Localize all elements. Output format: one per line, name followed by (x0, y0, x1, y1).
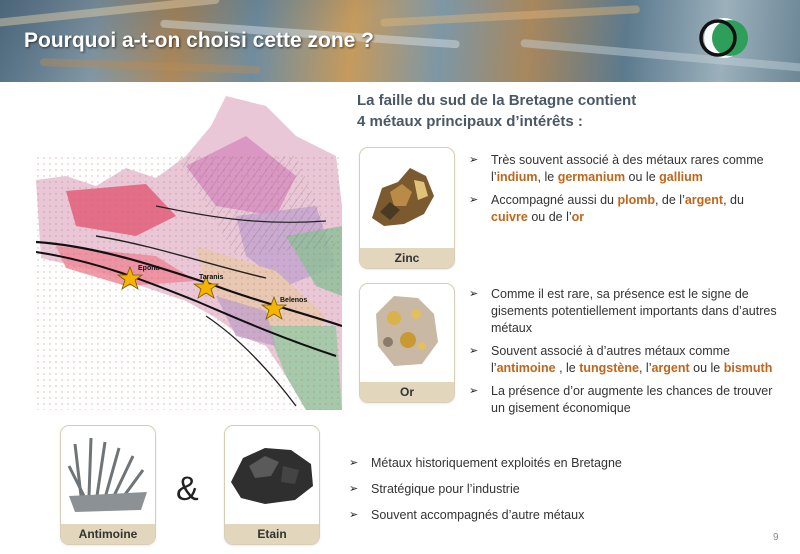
arrow-bullet-icon: ➢ (349, 457, 359, 469)
mineral-card-zinc (359, 147, 455, 269)
list-item: ➢ Métaux historiquement exploités en Bretagne (349, 456, 622, 470)
tin-mineral-image (225, 426, 319, 524)
arrow-bullet-icon: ➢ (469, 288, 479, 300)
section-heading (357, 90, 636, 132)
card-label-or: Or (360, 382, 454, 402)
list-item: ➢ La présence d’or augmente les chances de trouver un gisement économique (469, 384, 773, 415)
or-bullet-list (467, 286, 785, 423)
list-item: ➢ Souvent accompagnés d’autre métaux (349, 508, 585, 522)
mineral-card-etain (224, 425, 320, 545)
bottom-bullet-list (347, 455, 747, 530)
list-item: ➢ Accompagné aussi du plomb, de l’argent, du cuivre ou de l’or (469, 193, 744, 224)
card-label-zinc: Zinc (360, 248, 454, 268)
zinc-mineral-image (360, 148, 454, 248)
heading-line-2: 4 métaux principaux d’intérêts : (357, 113, 583, 130)
list-item: ➢ Stratégique pour l’industrie (349, 482, 520, 496)
arrow-bullet-icon: ➢ (469, 345, 479, 357)
arrow-bullet-icon: ➢ (469, 194, 479, 206)
antimony-mineral-image (61, 426, 155, 524)
arrow-bullet-icon: ➢ (349, 509, 359, 521)
site-label-belenos: Belenos (280, 297, 308, 304)
ampersand: & (176, 470, 199, 508)
heading-line-1: La faille du sud de la Bretagne contient (357, 92, 637, 109)
company-logo (694, 14, 750, 62)
arrow-bullet-icon: ➢ (469, 154, 479, 166)
mineral-card-antimoine (60, 425, 156, 545)
page-title: Pourquoi a-t-on choisi cette zone ? (24, 29, 375, 52)
mineral-card-or (359, 283, 455, 403)
list-item: ➢ Comme il est rare, sa présence est le signe de gisements potentiellement importants dans d’autres métaux (469, 287, 777, 335)
list-item: ➢ Souvent associé à d’autres métaux comme l’antimoine , le tungstène, l’argent ou le bismuth (469, 344, 773, 375)
site-label-taranis: Taranis (199, 274, 224, 281)
header-banner (0, 0, 800, 82)
geological-map (36, 96, 342, 410)
list-item: ➢ Très souvent associé à des métaux rares comme l’indium, le germanium ou le gallium (469, 153, 764, 184)
gold-mineral-image (360, 284, 454, 382)
zinc-bullet-list (467, 152, 777, 232)
card-label-antimoine: Antimoine (61, 524, 155, 544)
arrow-bullet-icon: ➢ (469, 385, 479, 397)
page-number: 9 (773, 532, 779, 543)
arrow-bullet-icon: ➢ (349, 483, 359, 495)
card-label-etain: Etain (225, 524, 319, 544)
site-label-epona: Epona (138, 265, 160, 272)
